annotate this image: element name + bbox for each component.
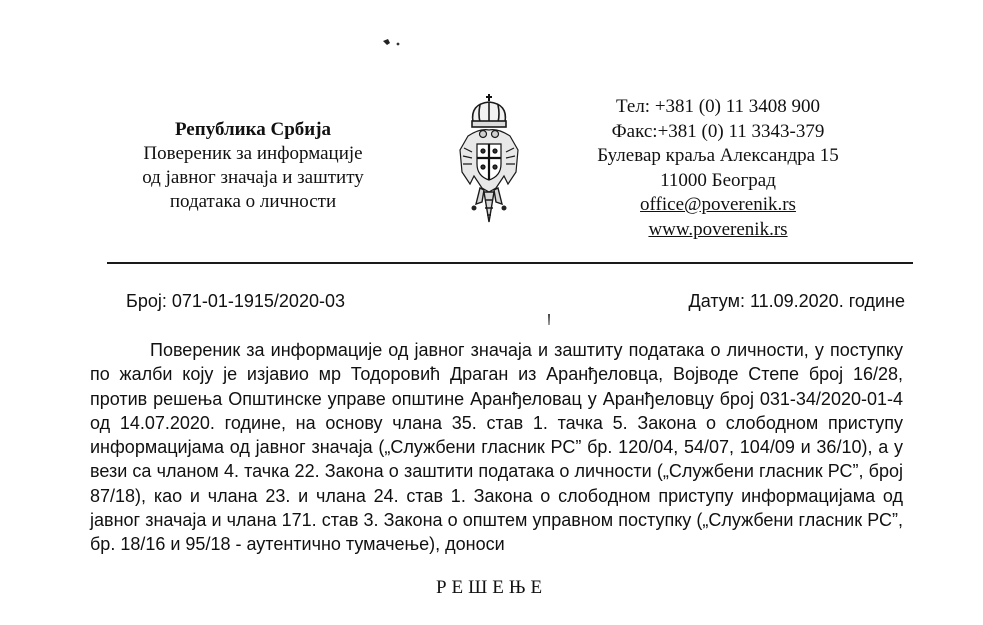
organization-block — [88, 118, 418, 214]
organization-line: од јавног значаја и заштиту — [142, 167, 364, 188]
street-address: Булевар краља Александра 15 — [597, 145, 839, 166]
organization-line: података о личности — [169, 191, 337, 212]
decision-heading: РЕШЕЊЕ — [435, 577, 548, 598]
fax-number: Факс:+381 (0) 11 3343-379 — [611, 120, 825, 142]
website-link[interactable]: www.poverenik.rs — [648, 218, 788, 240]
email-link[interactable]: office@poverenik.rs — [640, 194, 796, 215]
city: 11000 Београд — [660, 169, 776, 191]
body-paragraph: Повереник за информације од јавног значаја и заштиту података о личности, у поступку по жалби коју је изјавио мр Тодоровић Драган из Аранђеловца, Војводе Степе број 16/28, против решења Општинске управе општине Аранђеловац у Аранђеловцу број 031-34/2020-01-4 од 14.07.2020. године, на основу члана 35. став 1. тачка 5. Закона о слободном приступу информацијама од јавног значаја („Службени гласник РС” бр. 120/04, 54/07, 104/09 и 36/10), а у вези са чланом 4. тачка 22. Закона о заштити података о личности („Службени гласник РС”, број 87/18), као и члана 23. и члана 24. став 1. Закона о слободном приступу информацијама од јавног значаја и члана 171. став 3. Закона о општем управном поступку („Службени гласник РС”, бр. 18/16 и 95/18 - аутентично тумачење), доноси — [90, 340, 903, 555]
document-date: Датум: 11.09.2020. године — [688, 291, 905, 311]
header-divider — [107, 262, 913, 264]
document-number: Број: 071-01-1915/2020-03 — [126, 291, 345, 311]
phone-number: Тел: +381 (0) 11 3408 900 — [616, 96, 820, 117]
serbian-coat-of-arms-icon — [456, 92, 522, 226]
organization-line: Повереник за информације — [143, 143, 363, 164]
contact-block — [588, 95, 848, 242]
scan-speck — [381, 36, 405, 48]
organization-name: Република Србија — [174, 119, 332, 140]
scan-speck — [546, 313, 552, 327]
